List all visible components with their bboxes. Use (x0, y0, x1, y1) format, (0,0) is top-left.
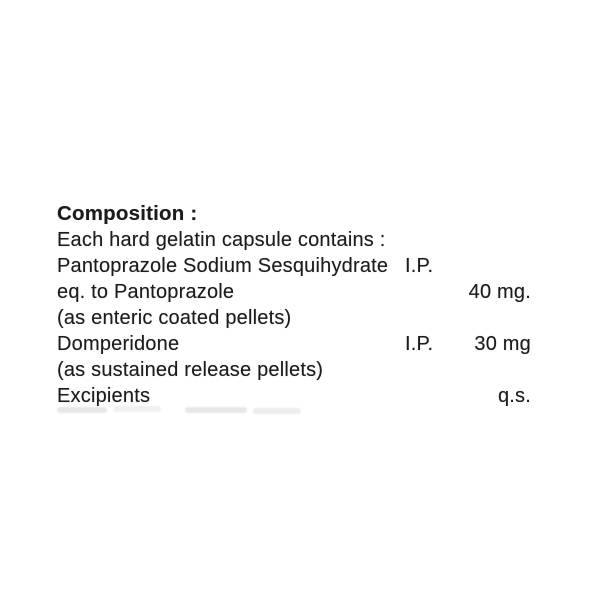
faded-text-remnant (57, 405, 307, 416)
composition-row (57, 305, 531, 331)
composition-row (57, 357, 531, 383)
composition-row (57, 279, 531, 305)
substance-name: eq. to Pantoprazole (57, 281, 235, 303)
amount-value: 30 mg (474, 333, 531, 355)
faded-print-mark (57, 407, 107, 413)
composition-row (57, 253, 531, 279)
composition-row (57, 331, 531, 357)
faded-print-mark (185, 407, 247, 413)
substance-name: Pantoprazole Sodium Sesquihydrate (57, 255, 389, 277)
intro-line-row (57, 227, 531, 253)
composition-section (57, 201, 531, 409)
faded-print-mark (253, 408, 301, 414)
pharmacopoeia-standard: I.P. (405, 255, 434, 277)
substance-note: (as enteric coated pellets) (57, 307, 292, 329)
amount-value: 40 mg. (468, 281, 531, 303)
intro-line: Each hard gelatin capsule contains : (57, 229, 386, 251)
amount-value: q.s. (497, 385, 531, 407)
faded-print-mark (113, 406, 161, 412)
substance-note: (as sustained release pellets) (57, 359, 324, 381)
pharmacopoeia-standard: I.P. (405, 333, 434, 355)
substance-name: Domperidone (57, 333, 180, 355)
section-title: Composition : (57, 202, 198, 225)
substance-name: Excipients (57, 385, 151, 407)
